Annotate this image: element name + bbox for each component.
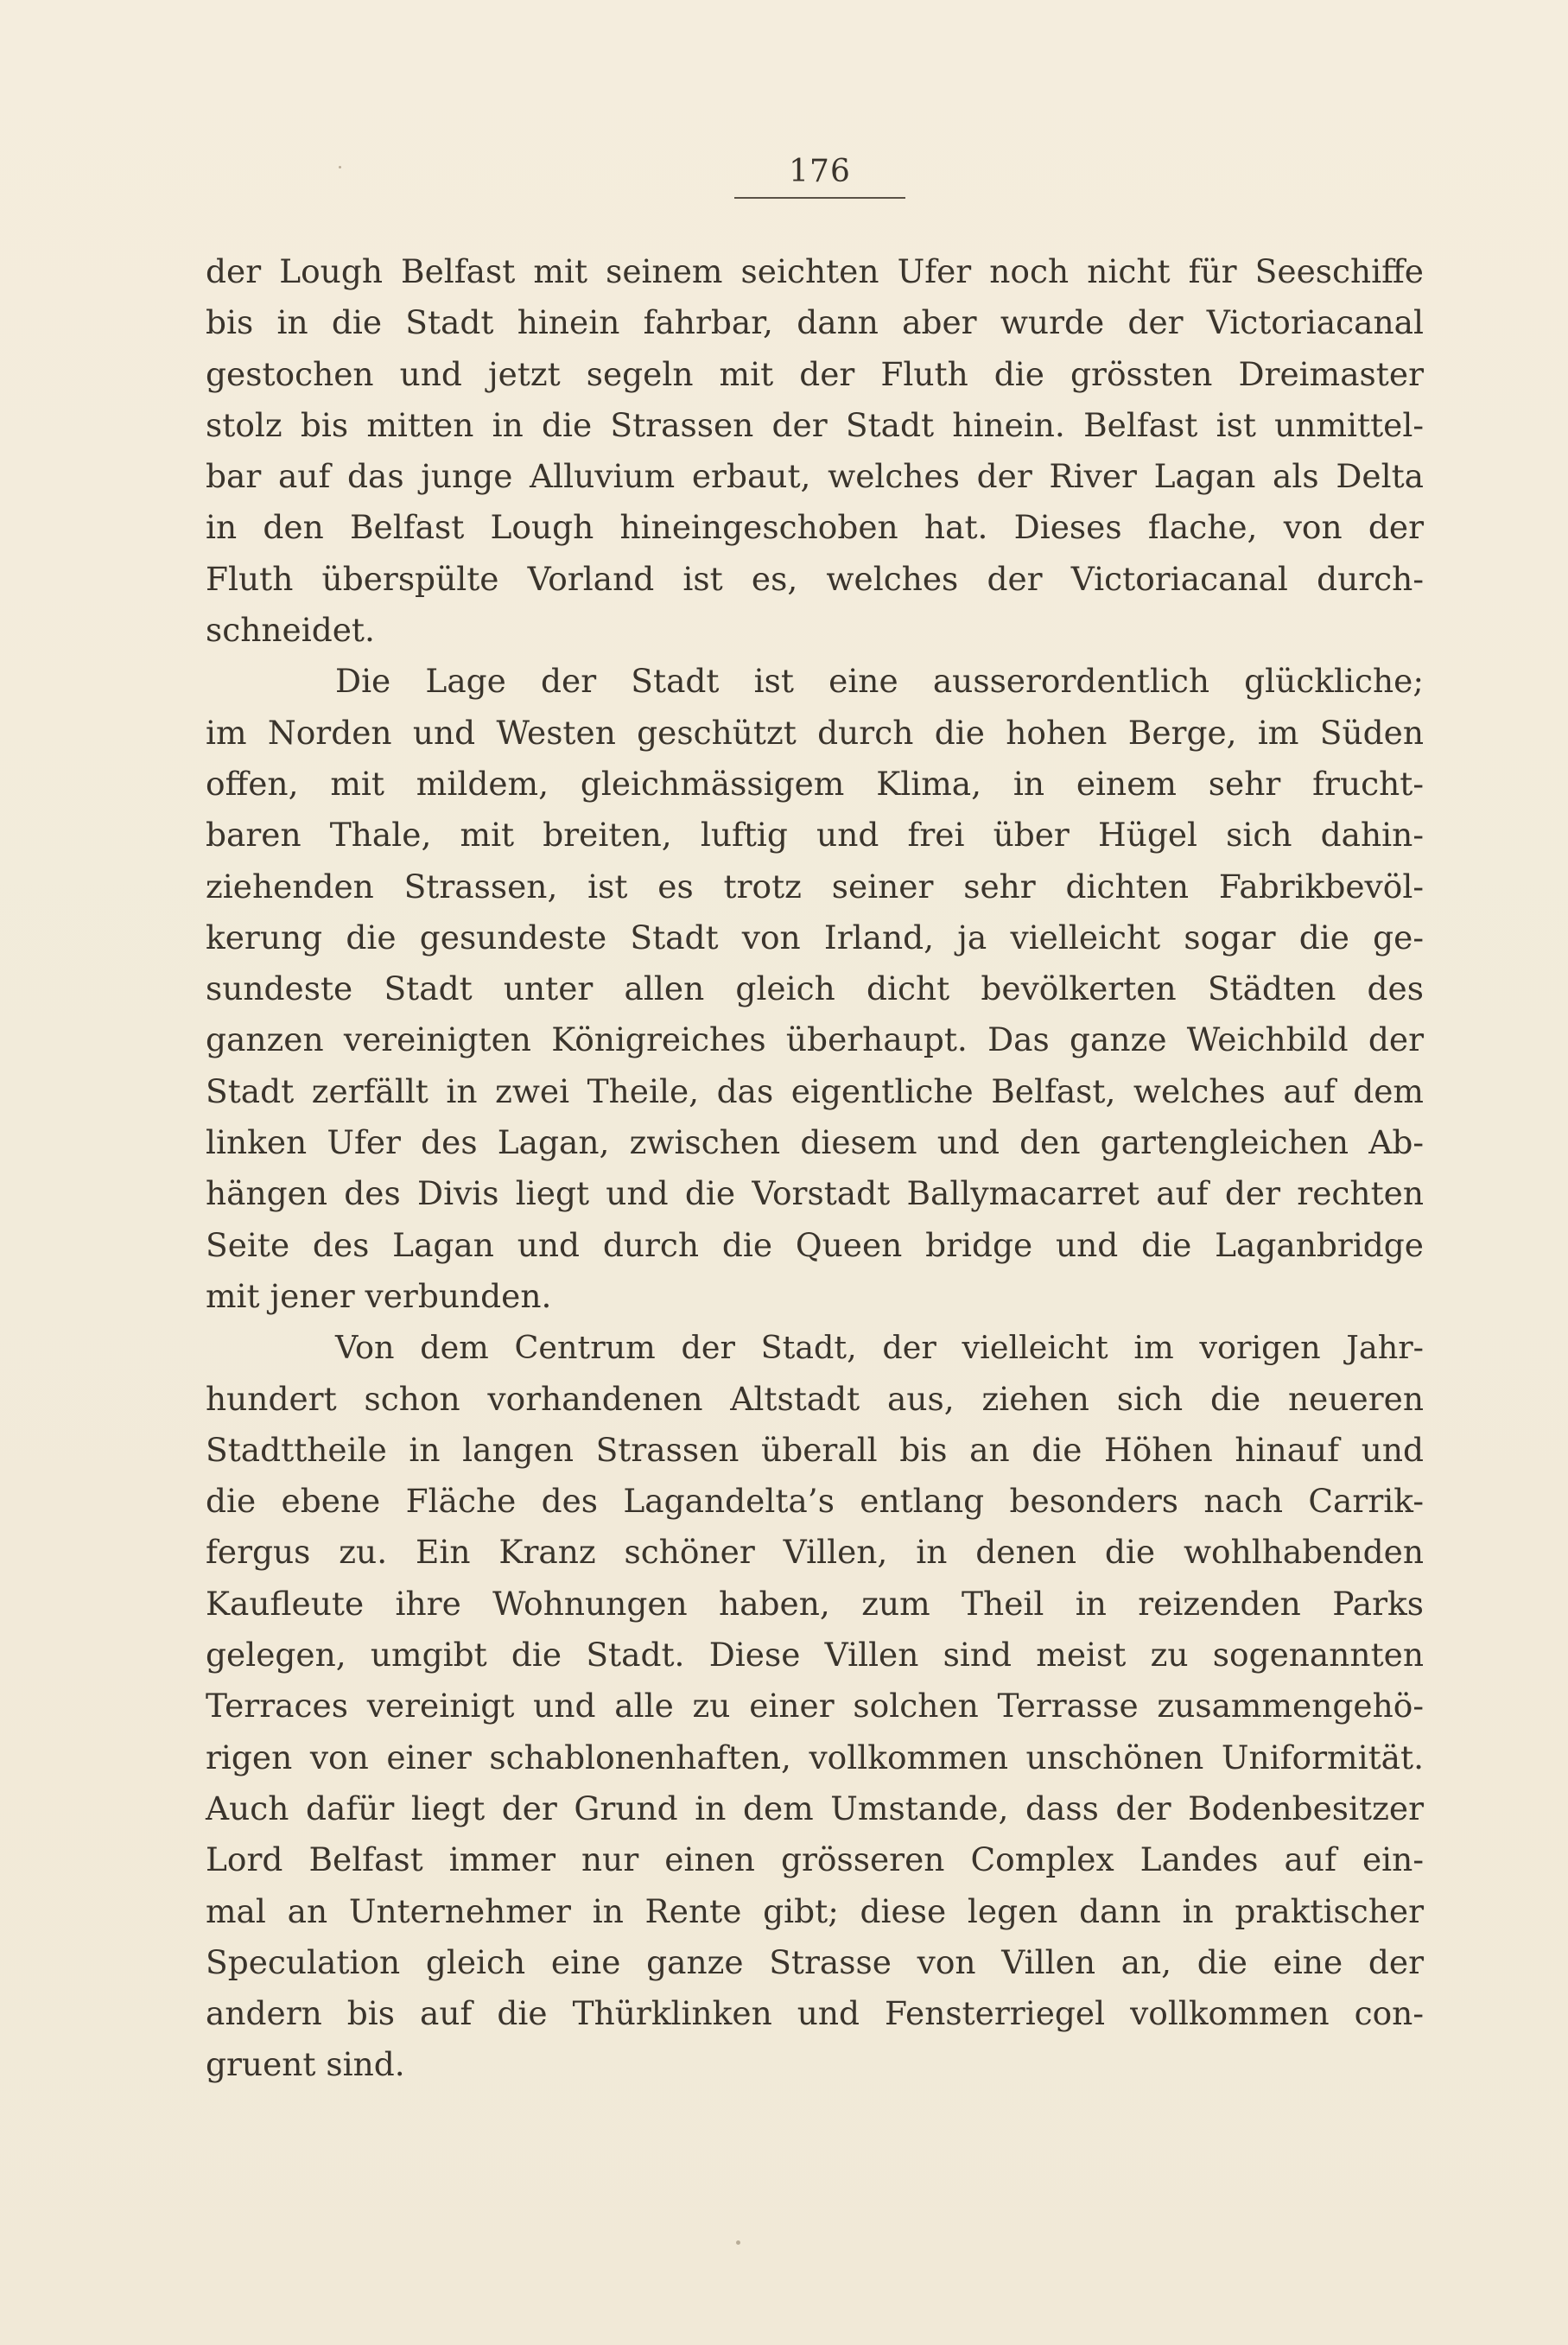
text-line: gruent sind. (206, 2045, 405, 2084)
text-line: der Lough Belfast mit seinem seichten Ufer noch nicht für Seeschiffe (206, 252, 1424, 290)
text-line: bis in die Stadt hinein fahrbar, dann aber wurde der Victoriacanal (206, 303, 1424, 342)
text-line: bar auf das junge Alluvium erbaut, welches der River Lagan als Delta (206, 457, 1424, 496)
text-line: Kaufleute ihre Wohnungen haben, zum Theil in reizenden Parks (206, 1584, 1424, 1623)
text-line: schneidet. (206, 611, 375, 650)
page-number-rule (734, 197, 905, 199)
text-line: Speculation gleich eine ganze Strasse von Villen an, die eine der (206, 1942, 1424, 1981)
text-line: im Norden und Westen geschützt durch die hohen Berge, im Süden (206, 713, 1424, 752)
text-line: mit jener verbunden. (206, 1276, 552, 1315)
body-text (206, 246, 1424, 2091)
text-line: Von dem Centrum der Stadt, der vielleicht im vorigen Jahr- (335, 1329, 1424, 1367)
text-line: linken Ufer des Lagan, zwischen diesem und den gartengleichen Ab- (206, 1123, 1424, 1162)
text-line: rigen von einer schablonenhaften, vollkommen unschönen Uniformität. (206, 1738, 1424, 1776)
paper-speck (339, 166, 341, 168)
text-line: andern bis auf die Thürklinken und Fensterriegel vollkommen con- (206, 1994, 1424, 2033)
text-line: Seite des Lagan und durch die Queen bridge und die Laganbridge (206, 1225, 1424, 1264)
page-number: 176 (789, 154, 851, 189)
text-line: mal an Unternehmer in Rente gibt; diese legen dann in praktischer (206, 1891, 1424, 1930)
text-line: in den Belfast Lough hineingeschoben hat. Dieses flache, von der (206, 508, 1424, 547)
text-line: die ebene Fläche des Lagandelta’s entlang besonders nach Carrik- (206, 1482, 1424, 1521)
text-line: ziehenden Strassen, ist es trotz seiner sehr dichten Fabrikbevöl- (206, 867, 1424, 906)
text-line: stolz bis mitten in die Strassen der Stadt hinein. Belfast ist unmittel- (206, 405, 1424, 444)
text-line: Lord Belfast immer nur einen grösseren Complex Landes auf ein- (206, 1840, 1424, 1879)
text-line: gelegen, umgibt die Stadt. Diese Villen sind meist zu sogenannten (206, 1636, 1424, 1675)
text-line: hängen des Divis liegt und die Vorstadt Ballymacarret auf der rechten (206, 1174, 1424, 1213)
text-line: Stadttheile in langen Strassen überall bis an die Höhen hinauf und (206, 1430, 1424, 1469)
paper-speck (736, 2240, 740, 2245)
text-line: offen, mit mildem, gleichmässigem Klima, in einem sehr frucht- (206, 764, 1424, 803)
text-line: Terraces vereinigt und alle zu einer solchen Terrasse zusammengehö- (206, 1687, 1424, 1725)
text-line: Die Lage der Stadt ist eine ausserordentlich glückliche; (335, 662, 1424, 701)
text-line: fergus zu. Ein Kranz schöner Villen, in denen die wohlhabenden (206, 1533, 1424, 1572)
text-line: Stadt zerfällt in zwei Theile, das eigentliche Belfast, welches auf dem (206, 1071, 1424, 1110)
text-line: baren Thale, mit breiten, luftig und frei über Hügel sich dahin- (206, 816, 1424, 855)
text-line: gestochen und jetzt segeln mit der Fluth die grössten Dreimaster (206, 354, 1424, 393)
text-line: hundert schon vorhandenen Altstadt aus, ziehen sich die neueren (206, 1379, 1424, 1418)
text-line: sundeste Stadt unter allen gleich dicht bevölkerten Städten des (206, 969, 1424, 1008)
text-line: Auch dafür liegt der Grund in dem Umstande, dass der Bodenbesitzer (206, 1789, 1424, 1827)
text-line: kerung die gesundeste Stadt von Irland, ja vielleicht sogar die ge- (206, 918, 1424, 956)
text-line: Fluth überspülte Vorland ist es, welches der Victoriacanal durch- (206, 559, 1424, 598)
text-line: ganzen vereinigten Königreiches überhaupt. Das ganze Weichbild der (206, 1020, 1424, 1059)
